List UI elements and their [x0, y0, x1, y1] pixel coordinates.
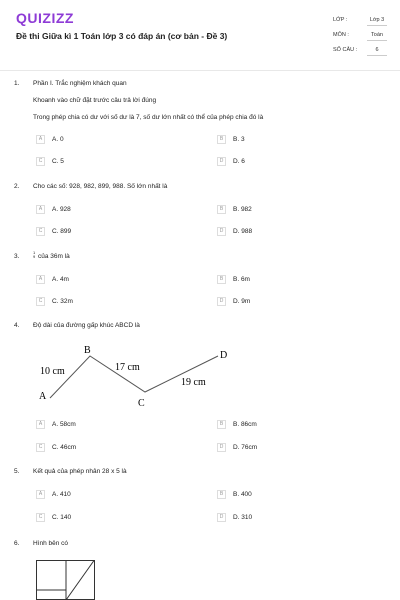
- option-text: C. 32m: [52, 298, 73, 305]
- class-value: Lớp 3: [367, 17, 387, 26]
- fraction-denominator: 9: [33, 254, 36, 259]
- option-text: C. 5: [52, 158, 64, 165]
- shapes-figure: [36, 560, 96, 600]
- header-divider: [0, 70, 400, 71]
- question-number: 6.: [14, 540, 20, 547]
- segment-bc-length: 17 cm: [115, 362, 140, 373]
- question-text: Cho các số: 928, 982, 899, 988. Số lớn nhất là: [33, 183, 168, 190]
- option-text: B. 400: [233, 491, 252, 498]
- fraction-numerator: 1: [33, 250, 36, 255]
- option-text: C. 46cm: [52, 444, 77, 451]
- option-text: B. 86cm: [233, 421, 257, 428]
- option-text: D. 988: [233, 228, 253, 235]
- point-a-label: A: [39, 391, 47, 402]
- question-text: Độ dài của đường gấp khúc ABCD là: [33, 322, 140, 329]
- option-text: D. 9m: [233, 298, 251, 305]
- class-label: LỚP :: [333, 17, 348, 23]
- question-number: 2.: [14, 183, 20, 190]
- option-key-box: A: [36, 135, 45, 144]
- option-key-box: D: [217, 227, 226, 236]
- option-text: B. 982: [233, 206, 252, 213]
- option-key-box: D: [217, 297, 226, 306]
- option-text: A. 410: [52, 491, 71, 498]
- question-text: Trong phép chia có dư với số dư là 7, số dư lớn nhất có thể của phép chia đó là: [33, 114, 264, 121]
- fraction-one-ninth: [33, 251, 35, 259]
- option-key-box: D: [217, 157, 226, 166]
- option-text: D. 6: [233, 158, 245, 165]
- option-text: A. 928: [52, 206, 71, 213]
- question-number: 1.: [14, 80, 20, 87]
- question-text: Khoanh vào chữ đặt trước câu trả lời đúng: [33, 97, 157, 104]
- segment-cd-length: 19 cm: [181, 377, 206, 388]
- option-key-box: A: [36, 420, 45, 429]
- option-key-box: B: [217, 135, 226, 144]
- segment-ab-length: 10 cm: [40, 366, 65, 377]
- option-key-box: B: [217, 205, 226, 214]
- option-key-box: D: [217, 513, 226, 522]
- option-text: C. 899: [52, 228, 72, 235]
- option-key-box: C: [36, 157, 45, 166]
- question-number: 3.: [14, 253, 20, 260]
- question-number: 5.: [14, 468, 20, 475]
- option-key-box: A: [36, 205, 45, 214]
- option-key-box: C: [36, 513, 45, 522]
- option-text: C. 140: [52, 514, 72, 521]
- option-key-box: C: [36, 227, 45, 236]
- subject-value: Toán: [367, 32, 387, 41]
- count-value: 6: [367, 47, 387, 56]
- option-key-box: A: [36, 490, 45, 499]
- count-label: SỐ CÂU :: [333, 47, 358, 53]
- option-text: A. 58cm: [52, 421, 76, 428]
- option-key-box: A: [36, 275, 45, 284]
- option-text: A. 4m: [52, 276, 69, 283]
- question-text: của 36m là: [38, 253, 70, 260]
- option-key-box: C: [36, 443, 45, 452]
- option-text: B. 6m: [233, 276, 250, 283]
- polyline-figure: [30, 340, 250, 430]
- question-text: Hình bên có: [33, 540, 69, 547]
- point-c-label: C: [138, 398, 145, 409]
- option-key-box: D: [217, 443, 226, 452]
- option-text: D. 310: [233, 514, 253, 521]
- question-text: Kết quả của phép nhân 28 x 5 là: [33, 468, 127, 475]
- option-text: D. 76cm: [233, 444, 258, 451]
- quizizz-logo: QUIZIZZ: [16, 10, 74, 26]
- document-title: Đề thi Giữa kì 1 Toán lớp 3 có đáp án (cơ bản - Đề 3): [16, 31, 228, 41]
- option-key-box: B: [217, 275, 226, 284]
- question-text: Phần I. Trắc nghiệm khách quan: [33, 80, 127, 87]
- option-key-box: B: [217, 420, 226, 429]
- option-key-box: C: [36, 297, 45, 306]
- point-b-label: B: [84, 345, 91, 356]
- option-key-box: B: [217, 490, 226, 499]
- option-text: B. 3: [233, 136, 245, 143]
- point-d-label: D: [220, 350, 228, 361]
- question-number: 4.: [14, 322, 20, 329]
- subject-label: MÔN :: [333, 32, 349, 38]
- page-header: [0, 0, 400, 70]
- option-text: A. 0: [52, 136, 64, 143]
